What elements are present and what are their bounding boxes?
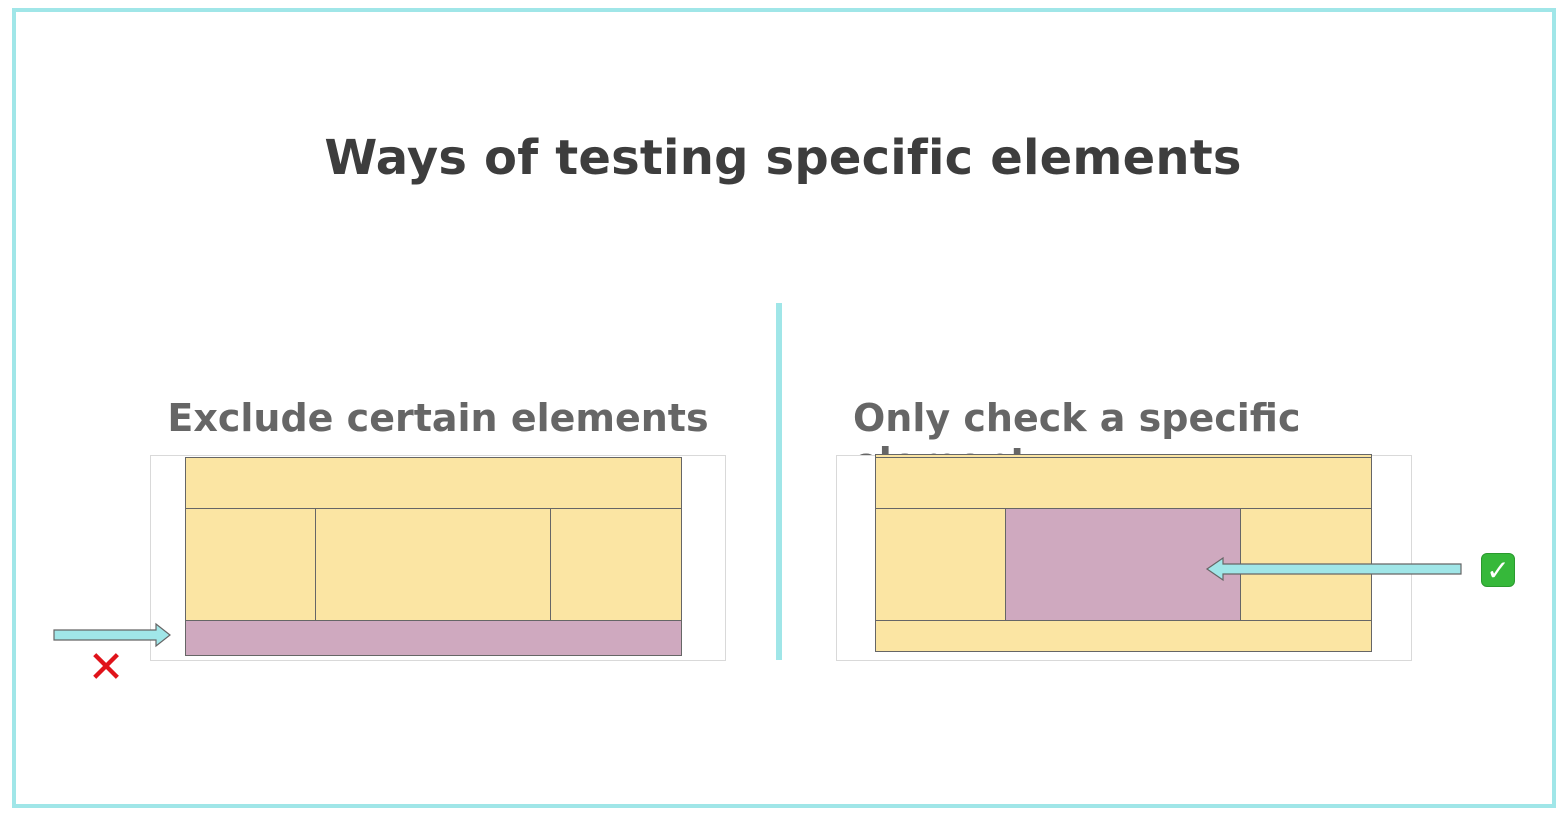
diagram-title: Ways of testing specific elements (324, 130, 1242, 186)
center-divider (776, 303, 782, 660)
right-sidebar-block (875, 508, 1007, 622)
left-panel-heading: Exclude certain elements (167, 396, 709, 440)
right-panel-heading: Only check a specific (853, 396, 1301, 440)
left-pointing-arrow-icon (1203, 555, 1465, 583)
cross-mark-icon: ✕ (87, 642, 125, 693)
right-header-block (875, 457, 1372, 510)
left-main-block (315, 508, 552, 622)
left-aside-block (550, 508, 682, 622)
left-sidebar-block (185, 508, 317, 622)
left-excluded-footer-block (185, 620, 682, 656)
check-mark-icon: ✓ (1481, 553, 1515, 587)
right-footer-block (875, 620, 1372, 652)
left-header-block (185, 457, 682, 510)
